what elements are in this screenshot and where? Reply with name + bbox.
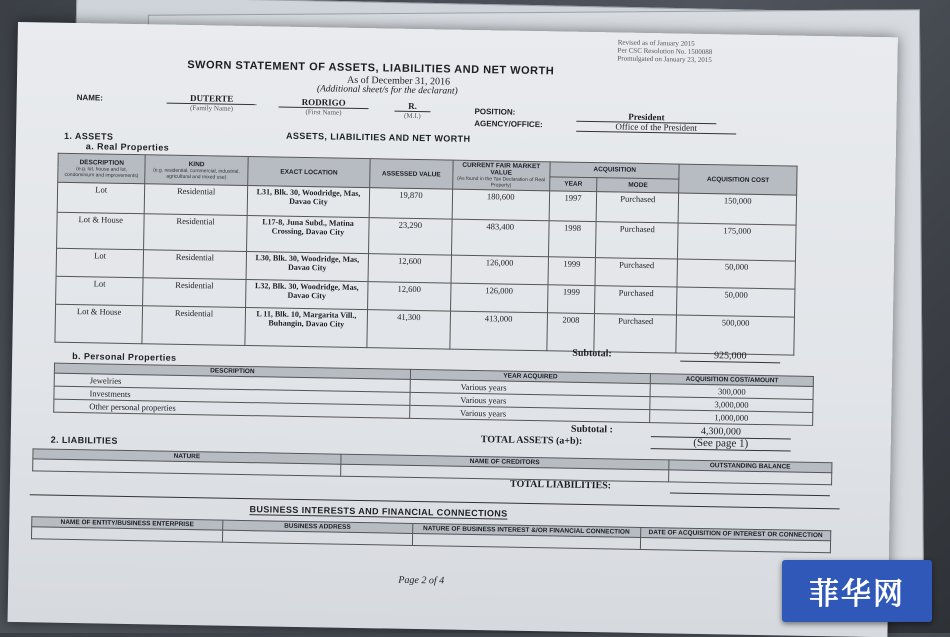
column-header: ACQUISITION COST/AMOUNT	[651, 374, 814, 387]
cell-cost: 150,000	[679, 193, 797, 225]
total-liabilities-label: TOTAL LIABILITIES:	[509, 478, 612, 492]
business-heading: BUSINESS INTERESTS AND FINANCIAL CONNECTIONS	[249, 504, 508, 519]
column-header: YEAR	[550, 176, 597, 191]
column-header: CURRENT FAIR MARKET VALUE (As found in the Tax Declaration of Real Property)	[452, 160, 550, 191]
cell-kind: Residential	[144, 214, 247, 252]
cell-cost: 175,000	[678, 223, 796, 261]
cell-year: 2008	[547, 313, 595, 352]
column-header: DESCRIPTION	[54, 363, 410, 379]
business-interests-table	[31, 516, 831, 553]
empty-cell	[412, 533, 640, 549]
cell-mode: Purchased	[594, 314, 677, 353]
cell-description: Other personal properties	[54, 399, 410, 418]
family-name: DUTERTE	[167, 93, 257, 106]
middle-initial-field	[394, 101, 430, 121]
column-header: ACQUISITION COST	[679, 164, 797, 195]
real-properties-heading: a. Real Properties	[85, 141, 170, 153]
cell-description: Lot	[57, 182, 145, 214]
cell-location: L17-8, Juna Subd., Matina Crossing, Davao City	[246, 216, 369, 254]
empty-cell	[668, 470, 832, 485]
first-name-field	[278, 97, 368, 118]
cell-cost: 300,000	[650, 384, 813, 400]
cell-location: L 11, Blk. 10, Margarita Vill., Buhangin, Davao City	[245, 308, 368, 348]
cell-description: Lot	[56, 276, 144, 306]
column-header: NAME OF ENTITY/BUSINESS ENTERPRISE	[32, 517, 223, 530]
section-header: ASSETS, LIABILITIES AND NET WORTH	[285, 130, 471, 144]
agency-label: AGENCY/OFFICE:	[474, 118, 543, 130]
cell-year: Various years	[409, 405, 650, 422]
additional-sheet-note: (Additional sheet/s for the declarant)	[316, 84, 458, 97]
total-assets-value: (See page 1)	[651, 436, 791, 451]
cell-year: Various years	[410, 392, 651, 409]
total-assets-label: TOTAL ASSETS (a+b):	[480, 434, 583, 447]
cell-location: L32, Blk. 30, Woodridge, Mas, Davao City	[245, 280, 368, 310]
cell-description: Jewelries	[54, 373, 410, 392]
column-header: ASSESSED VALUE	[370, 159, 453, 189]
cell-fair-value: 126,000	[451, 255, 549, 285]
middle-initial: R.	[394, 101, 430, 113]
column-header: ACQUISITION	[550, 162, 680, 179]
as-of-date: As of December 31, 2016	[346, 74, 451, 88]
empty-cell	[31, 527, 222, 542]
position-value: President	[576, 111, 716, 124]
cell-assessed: 41,300	[367, 310, 450, 349]
cell-description: Lot & House	[57, 212, 145, 250]
cell-cost: 3,000,000	[650, 397, 813, 413]
family-name-field	[166, 93, 256, 114]
cell-kind: Residential	[145, 184, 248, 216]
page-number: Page 2 of 4	[398, 574, 445, 587]
cell-kind: Residential	[143, 250, 246, 280]
empty-cell	[222, 530, 412, 545]
cell-mode: Purchased	[595, 286, 678, 315]
column-header: MODE	[597, 177, 680, 193]
total-liabilities-line	[670, 491, 830, 496]
agency-value: Office of the President	[576, 121, 736, 135]
real-subtotal-label: Subtotal:	[572, 347, 612, 360]
table-header-row	[58, 153, 797, 180]
first-name: RODRIGO	[279, 97, 369, 110]
column-header: OUTSTANDING BALANCE	[668, 460, 832, 473]
column-header: NATURE OF BUSINESS INTEREST &/OR FINANCIAL CONNECTION	[412, 523, 640, 537]
cell-cost: 1,000,000	[650, 410, 813, 426]
personal-properties-heading: b. Personal Properties	[72, 350, 177, 363]
cell-description: Investments	[54, 386, 410, 405]
cell-kind: Residential	[142, 306, 245, 346]
cell-description: Lot	[56, 248, 144, 278]
column-header: EXACT LOCATION	[247, 157, 370, 188]
middle-initial-caption: (M.I.)	[403, 111, 421, 121]
cell-mode: Purchased	[596, 192, 679, 223]
watermark-logo	[782, 560, 932, 622]
cell-year: 1997	[549, 191, 597, 222]
cell-assessed: 12,600	[368, 282, 451, 311]
family-name-caption: (Family Name)	[189, 104, 234, 113]
cell-location: L31, Blk. 30, Woodridge, Mas, Davao City	[247, 186, 370, 218]
cell-mode: Purchased	[596, 222, 679, 259]
cell-cost: 50,000	[677, 287, 795, 317]
cell-year: 1998	[548, 221, 596, 258]
cell-kind: Residential	[143, 278, 246, 308]
cell-mode: Purchased	[595, 258, 678, 287]
cell-assessed: 23,290	[369, 218, 452, 255]
cell-year: Various years	[410, 379, 651, 396]
cell-fair-value: 413,000	[449, 311, 547, 351]
cell-assessed: 12,600	[368, 254, 451, 283]
liabilities-heading: 2. LIABILITIES	[50, 434, 118, 446]
cell-assessed: 19,870	[369, 188, 452, 219]
cell-year: 1999	[547, 285, 595, 314]
name-label: NAME:	[76, 93, 103, 103]
cell-fair-value: 126,000	[450, 283, 548, 313]
column-header: BUSINESS ADDRESS	[223, 520, 413, 533]
document-title: SWORN STATEMENT OF ASSETS, LIABILITIES AND NET WORTH	[187, 58, 555, 78]
cell-year: 1999	[548, 257, 596, 286]
cell-cost: 500,000	[676, 315, 794, 355]
personal-subtotal-value: 4,300,000	[651, 425, 791, 439]
cell-cost: 50,000	[677, 259, 795, 289]
revision-note	[617, 38, 712, 64]
document-page	[8, 22, 898, 637]
column-header: NAME OF CREDITORS	[341, 454, 669, 470]
cell-description: Lot & House	[55, 304, 143, 344]
real-properties-table	[54, 153, 797, 356]
revision-line: Per CSC Resolution No. 1500088	[617, 46, 713, 57]
first-name-caption: (First Name)	[305, 108, 342, 117]
cell-fair-value: 180,600	[452, 189, 550, 221]
liabilities-table	[32, 448, 832, 485]
assets-heading: 1. ASSETS	[63, 130, 114, 142]
revision-line: Promulgated on January 23, 2015	[617, 54, 712, 65]
column-header: YEAR ACQUIRED	[410, 369, 651, 383]
position-label: POSITION:	[474, 106, 516, 117]
column-header: KIND (e.g. residential, commercial, industrial, agricultural and mixed use)	[145, 155, 248, 186]
column-header: NATURE	[33, 449, 341, 464]
revision-line: Revised as of January 2015	[617, 38, 695, 48]
column-header: DESCRIPTION (e.g. lot, house and lot, condominium and improvements)	[58, 153, 146, 184]
column-header: DATE OF ACQUISITION OF INTEREST OR CONNECTION	[640, 527, 830, 540]
personal-subtotal-label: Subtotal :	[570, 423, 614, 436]
real-subtotal-value: 925,000	[680, 350, 780, 364]
cell-location: L30, Blk. 30, Woodridge, Mas, Davao City	[246, 252, 369, 282]
personal-properties-table	[53, 363, 814, 426]
cell-fair-value: 483,400	[451, 219, 549, 257]
watermark-text: 菲华网	[809, 577, 905, 612]
empty-cell	[640, 537, 830, 552]
